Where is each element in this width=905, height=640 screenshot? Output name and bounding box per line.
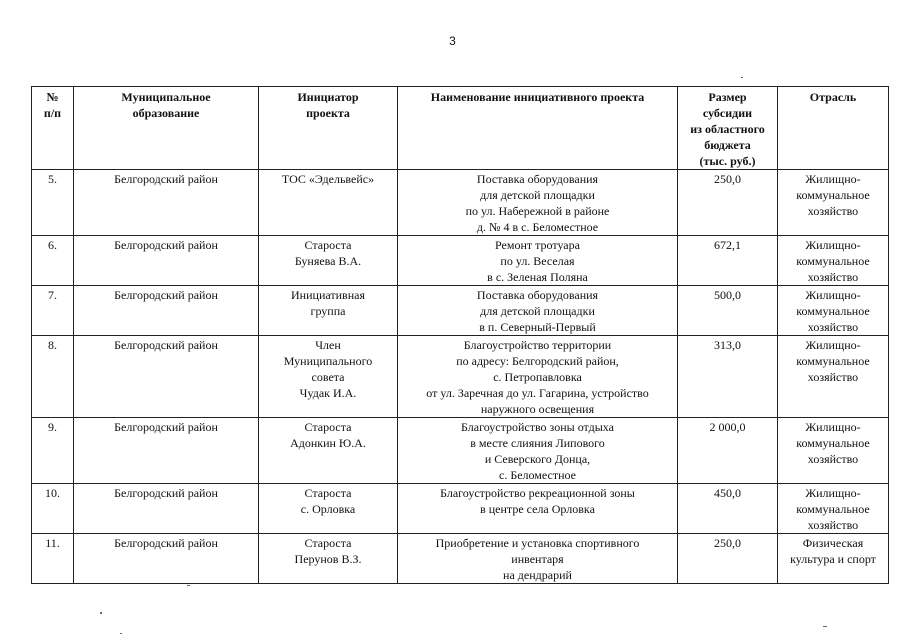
project-name-cell-line: Благоустройство рекреационной зоны	[440, 486, 635, 500]
sector-cell-line: Жилищно-	[805, 486, 861, 500]
initiator-cell	[259, 484, 398, 534]
subsidy-amount-cell: 500,0	[678, 286, 778, 336]
project-name-cell-line: с. Беломестное	[499, 468, 576, 482]
sector-cell-line: хозяйство	[807, 204, 859, 218]
table-row	[32, 236, 889, 286]
sector-cell-line: Физическая	[802, 536, 864, 550]
header-line: Отрасль	[809, 90, 857, 104]
table-body	[32, 170, 889, 584]
initiator-cell-line: Член	[315, 338, 341, 352]
row-number: 9.	[32, 418, 74, 484]
project-name-cell	[398, 336, 678, 418]
sector-cell-line: хозяйство	[807, 370, 859, 384]
header-line: субсидии	[702, 106, 753, 120]
project-name-cell	[398, 286, 678, 336]
subsidy-amount-cell: 450,0	[678, 484, 778, 534]
header-line: из областного	[690, 122, 765, 136]
header-line: проекта	[306, 106, 350, 120]
table-row	[32, 170, 889, 236]
header-line: бюджета	[704, 138, 751, 152]
sector-cell	[778, 484, 889, 534]
row-number: 5.	[32, 170, 74, 236]
initiator-cell-line: Староста	[304, 536, 352, 550]
sector-cell-line: коммунальное	[796, 436, 870, 450]
header-number	[32, 87, 74, 170]
row-number: 8.	[32, 336, 74, 418]
header-sector	[778, 87, 889, 170]
project-name-cell-line: Благоустройство зоны отдыха	[461, 420, 614, 434]
sector-cell-line: хозяйство	[807, 452, 859, 466]
row-number: 6.	[32, 236, 74, 286]
initiator-cell-line: Староста	[304, 486, 352, 500]
initiator-cell-line: группа	[310, 304, 346, 318]
sector-cell	[778, 336, 889, 418]
header-line: Муниципальное	[121, 90, 211, 104]
municipality-cell: Белгородский район	[74, 170, 259, 236]
table-header-row	[32, 87, 889, 170]
project-name-cell	[398, 418, 678, 484]
project-name-cell	[398, 236, 678, 286]
header-line: Размер	[708, 90, 747, 104]
sector-cell-line: коммунальное	[796, 254, 870, 268]
project-name-cell-line: по ул. Веселая	[500, 254, 575, 268]
initiator-cell-line: ТОС «Эдельвейс»	[281, 172, 375, 186]
project-name-cell-line: в центре села Орловка	[480, 502, 595, 516]
project-name-cell	[398, 170, 678, 236]
municipality-cell: Белгородский район	[74, 484, 259, 534]
sector-cell-line: хозяйство	[807, 518, 859, 532]
project-name-cell-line: по адресу: Белгородский район,	[456, 354, 619, 368]
initiator-cell-line: совета	[311, 370, 345, 384]
sector-cell-line: коммунальное	[796, 304, 870, 318]
project-name-cell-line: наружного освещения	[480, 402, 595, 416]
table-row	[32, 286, 889, 336]
scan-speck	[100, 612, 102, 614]
municipality-cell: Белгородский район	[74, 286, 259, 336]
project-name-cell-line: в месте слияния Липового	[470, 436, 605, 450]
header-line: п/п	[43, 106, 62, 120]
initiator-cell-line: Чудак И.А.	[299, 386, 357, 400]
project-name-cell-line: от ул. Заречная до ул. Гагарина, устройство	[426, 386, 649, 400]
municipality-cell: Белгородский район	[74, 418, 259, 484]
sector-cell-line: Жилищно-	[805, 288, 861, 302]
subsidy-amount-cell: 672,1	[678, 236, 778, 286]
header-initiator	[259, 87, 398, 170]
sector-cell-line: Жилищно-	[805, 238, 861, 252]
initiator-cell-line: с. Орловка	[300, 502, 356, 516]
project-name-cell	[398, 534, 678, 584]
sector-cell	[778, 418, 889, 484]
table-row	[32, 418, 889, 484]
project-name-cell-line: в с. Зеленая Поляна	[487, 270, 588, 284]
project-name-cell-line: на дендрарий	[503, 568, 572, 582]
initiator-cell	[259, 418, 398, 484]
project-name-cell-line: Приобретение и установка спортивного	[435, 536, 640, 550]
table-row	[32, 484, 889, 534]
header-line: Инициатор	[297, 90, 359, 104]
initiator-cell	[259, 170, 398, 236]
project-name-cell-line: в п. Северный-Первый	[479, 320, 596, 334]
initiator-cell	[259, 336, 398, 418]
row-number: 11.	[32, 534, 74, 584]
row-number: 7.	[32, 286, 74, 336]
project-name-cell-line: Поставка оборудования	[476, 288, 599, 302]
header-line: №	[46, 90, 59, 104]
sector-cell-line: Жилищно-	[805, 338, 861, 352]
initiator-cell-line: Муниципального	[283, 354, 373, 368]
project-name-cell	[398, 484, 678, 534]
initiator-cell-line: Буняева В.А.	[294, 254, 362, 268]
header-line: образование	[132, 106, 200, 120]
project-name-cell-line: для детской площадки	[480, 188, 595, 202]
subsidy-amount-cell: 313,0	[678, 336, 778, 418]
sector-cell	[778, 534, 889, 584]
initiator-cell	[259, 534, 398, 584]
sector-cell-line: хозяйство	[807, 320, 859, 334]
scan-speck	[120, 633, 122, 634]
project-name-cell-line: Поставка оборудования	[476, 172, 599, 186]
scan-speck	[187, 585, 190, 586]
initiator-cell-line: Перунов В.З.	[294, 552, 362, 566]
project-name-cell-line: Благоустройство территории	[463, 338, 612, 352]
municipality-cell: Белгородский район	[74, 336, 259, 418]
project-name-cell-line: для детской площадки	[480, 304, 595, 318]
sector-cell-line: Жилищно-	[805, 420, 861, 434]
sector-cell-line: коммунальное	[796, 354, 870, 368]
project-name-cell-line: Ремонт тротуара	[495, 238, 580, 252]
table-row	[32, 336, 889, 418]
initiator-cell	[259, 236, 398, 286]
header-project-name	[398, 87, 678, 170]
subsidy-amount-cell: 2 000,0	[678, 418, 778, 484]
initiator-cell-line: Староста	[304, 420, 352, 434]
initiator-cell-line: Инициативная	[291, 288, 365, 302]
project-name-cell-line: инвентаря	[511, 552, 564, 566]
row-number: 10.	[32, 484, 74, 534]
initiator-cell	[259, 286, 398, 336]
subsidy-table	[31, 86, 889, 584]
project-name-cell-line: и Северского Донца,	[484, 452, 591, 466]
page-number: 3	[449, 34, 456, 48]
header-line: (тыс. руб.)	[699, 154, 756, 168]
project-name-cell-line: с. Петропавловка	[493, 370, 582, 384]
sector-cell-line: хозяйство	[807, 270, 859, 284]
table-row	[32, 534, 889, 584]
sector-cell	[778, 236, 889, 286]
header-line: Наименование инициативного проекта	[430, 90, 645, 104]
project-name-cell-line: по ул. Набережной в районе	[465, 204, 610, 218]
sector-cell	[778, 170, 889, 236]
sector-cell-line: коммунальное	[796, 188, 870, 202]
sector-cell	[778, 286, 889, 336]
initiator-cell-line: Адонкин Ю.А.	[290, 436, 366, 450]
municipality-cell: Белгородский район	[74, 236, 259, 286]
sector-cell-line: Жилищно-	[805, 172, 861, 186]
sector-cell-line: коммунальное	[796, 502, 870, 516]
sector-cell-line: культура и спорт	[790, 552, 876, 566]
initiator-cell-line: Староста	[304, 238, 352, 252]
subsidy-amount-cell: 250,0	[678, 534, 778, 584]
scan-speck	[741, 77, 743, 78]
scan-speck	[823, 626, 827, 627]
municipality-cell: Белгородский район	[74, 534, 259, 584]
project-name-cell-line: д. № 4 в с. Беломестное	[476, 220, 599, 234]
header-subsidy-amount	[678, 87, 778, 170]
header-municipality	[74, 87, 259, 170]
subsidy-amount-cell: 250,0	[678, 170, 778, 236]
